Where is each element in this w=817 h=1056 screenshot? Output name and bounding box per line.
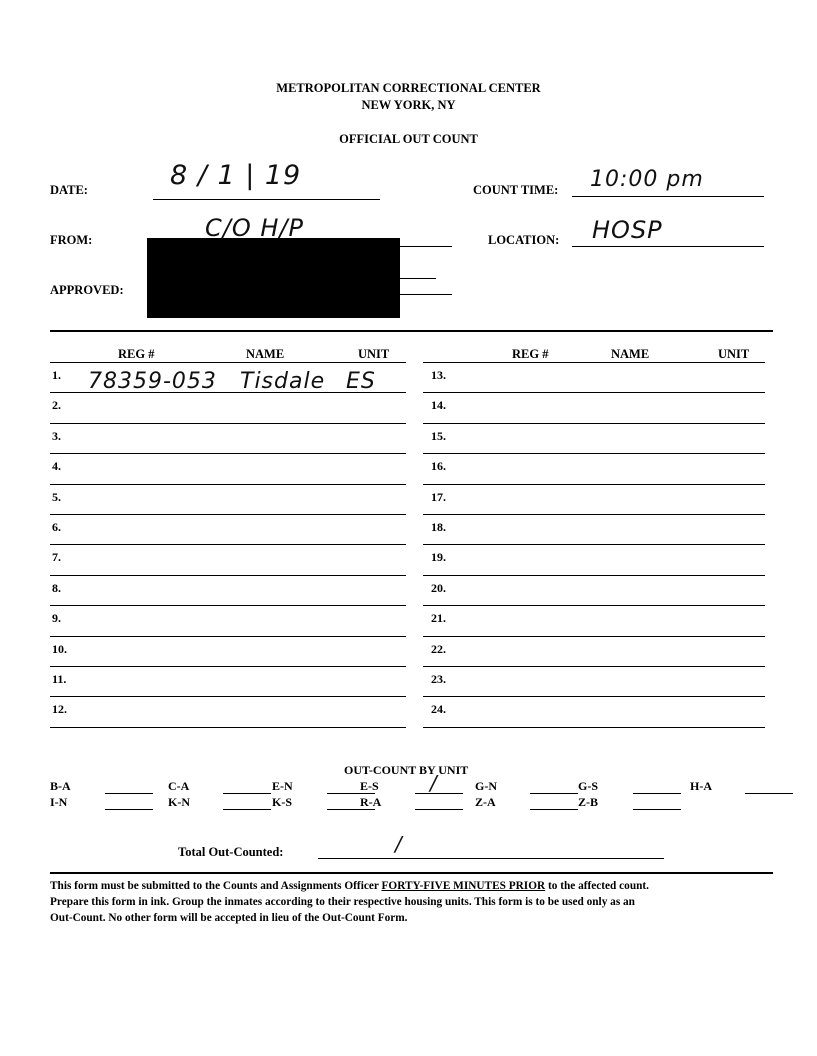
- row1-unit-code: H-A: [690, 779, 712, 793]
- row2-unit-code: K-N: [168, 795, 190, 809]
- count-time-value: 10:00 pm: [590, 167, 704, 192]
- from-label: FROM:: [50, 233, 93, 247]
- from-value: C/O H/P: [205, 214, 304, 242]
- header-line-right: [423, 362, 765, 363]
- right-row-line: [423, 423, 765, 424]
- row1-unit-blank: [223, 793, 271, 794]
- left-row-number: 2.: [52, 398, 61, 413]
- count-time-label: COUNT TIME:: [473, 183, 559, 197]
- right-row-number: 23.: [431, 672, 446, 686]
- row1-unit: ES: [346, 369, 376, 394]
- left-row-line: [50, 423, 406, 424]
- right-row-line: [423, 544, 765, 545]
- row2-unit-blank: [105, 809, 153, 810]
- city-title: NEW YORK, NY: [361, 98, 456, 112]
- left-row-line: [50, 453, 406, 454]
- left-row-line: [50, 696, 406, 697]
- left-row-number: 6.: [52, 520, 61, 534]
- left-row-number: 8.: [52, 580, 61, 595]
- row2-unit-blank: [223, 809, 271, 810]
- row1-unit-blank: [105, 793, 153, 794]
- col-name-right: NAME: [611, 347, 650, 361]
- location-line: [572, 246, 764, 247]
- redaction-block: [147, 238, 400, 318]
- footer-line-1a: This form must be submitted to the Counts and Assignments Officer: [50, 880, 382, 892]
- left-row-number: 4.: [52, 459, 61, 474]
- location-label: LOCATION:: [488, 233, 560, 247]
- col-reg-right: REG #: [512, 347, 549, 361]
- right-row-line: [423, 453, 765, 454]
- left-row-line: [50, 575, 406, 576]
- right-row-number: 17.: [431, 489, 446, 504]
- row1-unit-code: G-N: [475, 779, 497, 793]
- footer-emphasis: FORTY-FIVE MINUTES PRIOR: [381, 880, 546, 892]
- row1-unit-code: E-N: [272, 779, 293, 793]
- left-row-number: 5.: [52, 489, 61, 504]
- left-row-number: 1.: [52, 368, 61, 382]
- row1-reg: 78359-053: [88, 369, 217, 394]
- header-line-left: [50, 362, 406, 363]
- right-row-number: 22.: [431, 641, 446, 656]
- right-row-number: 20.: [431, 580, 446, 595]
- left-row-line: [50, 484, 406, 485]
- row1-name: Tisdale: [240, 369, 326, 394]
- footer-line-2: Prepare this form in ink. Group the inmates according to their respective housing units. This form is to be used only as an: [50, 896, 635, 908]
- row2-unit-code: I-N: [50, 795, 68, 809]
- section-divider: [50, 330, 773, 332]
- right-row-line: [423, 392, 765, 393]
- row1-unit-blank: [745, 793, 793, 794]
- approved-label: APPROVED:: [50, 283, 124, 297]
- footer-instructions: [50, 878, 770, 926]
- footer-line-1: [50, 878, 770, 894]
- left-row-line: [50, 727, 406, 728]
- date-line: [153, 199, 380, 200]
- institution-title: METROPOLITAN CORRECTIONAL CENTER: [276, 81, 541, 95]
- out-count-title: OUT-COUNT BY UNIT: [344, 763, 469, 777]
- date-label: DATE:: [50, 183, 88, 197]
- right-row-line: [423, 727, 765, 728]
- row1-unit-code: E-S: [360, 779, 379, 793]
- col-unit-left: UNIT: [358, 347, 390, 361]
- row2-unit-code: R-A: [360, 795, 382, 809]
- total-line: [318, 858, 664, 859]
- right-row-line: [423, 696, 765, 697]
- right-row-number: 18.: [431, 520, 446, 534]
- right-row-number: 24.: [431, 702, 446, 717]
- left-row-line: [50, 514, 406, 515]
- right-row-number: 13.: [431, 368, 446, 382]
- left-row-line: [50, 636, 406, 637]
- right-row-number: 15.: [431, 428, 446, 443]
- row1-unit-code: G-S: [578, 779, 599, 793]
- left-row-number: 9.: [52, 611, 61, 626]
- left-row-line: [50, 666, 406, 667]
- row1-unit-code: B-A: [50, 779, 71, 793]
- right-row-line: [423, 605, 765, 606]
- col-unit-right: UNIT: [718, 347, 750, 361]
- row1-unit-value: /: [430, 771, 438, 795]
- left-row-number: 3.: [52, 428, 61, 443]
- right-row-line: [423, 575, 765, 576]
- row2-unit-code: K-S: [272, 795, 293, 809]
- row2-unit-blank: [415, 809, 463, 810]
- row1-unit-code: C-A: [168, 779, 190, 793]
- row1-unit-blank: [530, 793, 578, 794]
- footer-divider: [50, 872, 773, 874]
- right-row-number: 19.: [431, 550, 446, 565]
- right-row-line: [423, 666, 765, 667]
- left-row-line: [50, 544, 406, 545]
- col-reg-left: REG #: [118, 347, 155, 361]
- right-row-number: 16.: [431, 459, 446, 474]
- left-row-number: 11.: [52, 672, 67, 686]
- left-row-number: 12.: [52, 702, 67, 717]
- location-value: HOSP: [592, 216, 663, 244]
- footer-line-3: Out-Count. No other form will be accepted in lieu of the Out-Count Form.: [50, 912, 408, 924]
- from-line: [400, 246, 452, 247]
- left-row-line: [50, 605, 406, 606]
- right-row-line: [423, 484, 765, 485]
- total-value: /: [395, 832, 403, 856]
- total-label: Total Out-Counted:: [178, 845, 284, 859]
- left-row-line: [50, 392, 406, 393]
- count-time-line: [572, 196, 764, 197]
- row1-unit-blank: [633, 793, 681, 794]
- row1-unit-blank: [415, 793, 463, 794]
- form-title: OFFICIAL OUT COUNT: [339, 132, 478, 146]
- left-row-number: 10.: [52, 641, 67, 656]
- date-value: 8 / 1 | 19: [170, 160, 302, 191]
- row2-unit-blank: [633, 809, 681, 810]
- footer-line-1b: to the affected count.: [545, 880, 649, 892]
- right-row-line: [423, 514, 765, 515]
- row2-unit-blank: [530, 809, 578, 810]
- approved-line-a: [400, 278, 436, 279]
- row2-unit-code: Z-B: [578, 795, 599, 809]
- right-row-number: 14.: [431, 398, 446, 413]
- right-row-line: [423, 636, 765, 637]
- left-row-number: 7.: [52, 550, 61, 565]
- row2-unit-code: Z-A: [475, 795, 496, 809]
- approved-line-b: [400, 294, 452, 295]
- right-row-number: 21.: [431, 611, 446, 626]
- col-name-left: NAME: [246, 347, 285, 361]
